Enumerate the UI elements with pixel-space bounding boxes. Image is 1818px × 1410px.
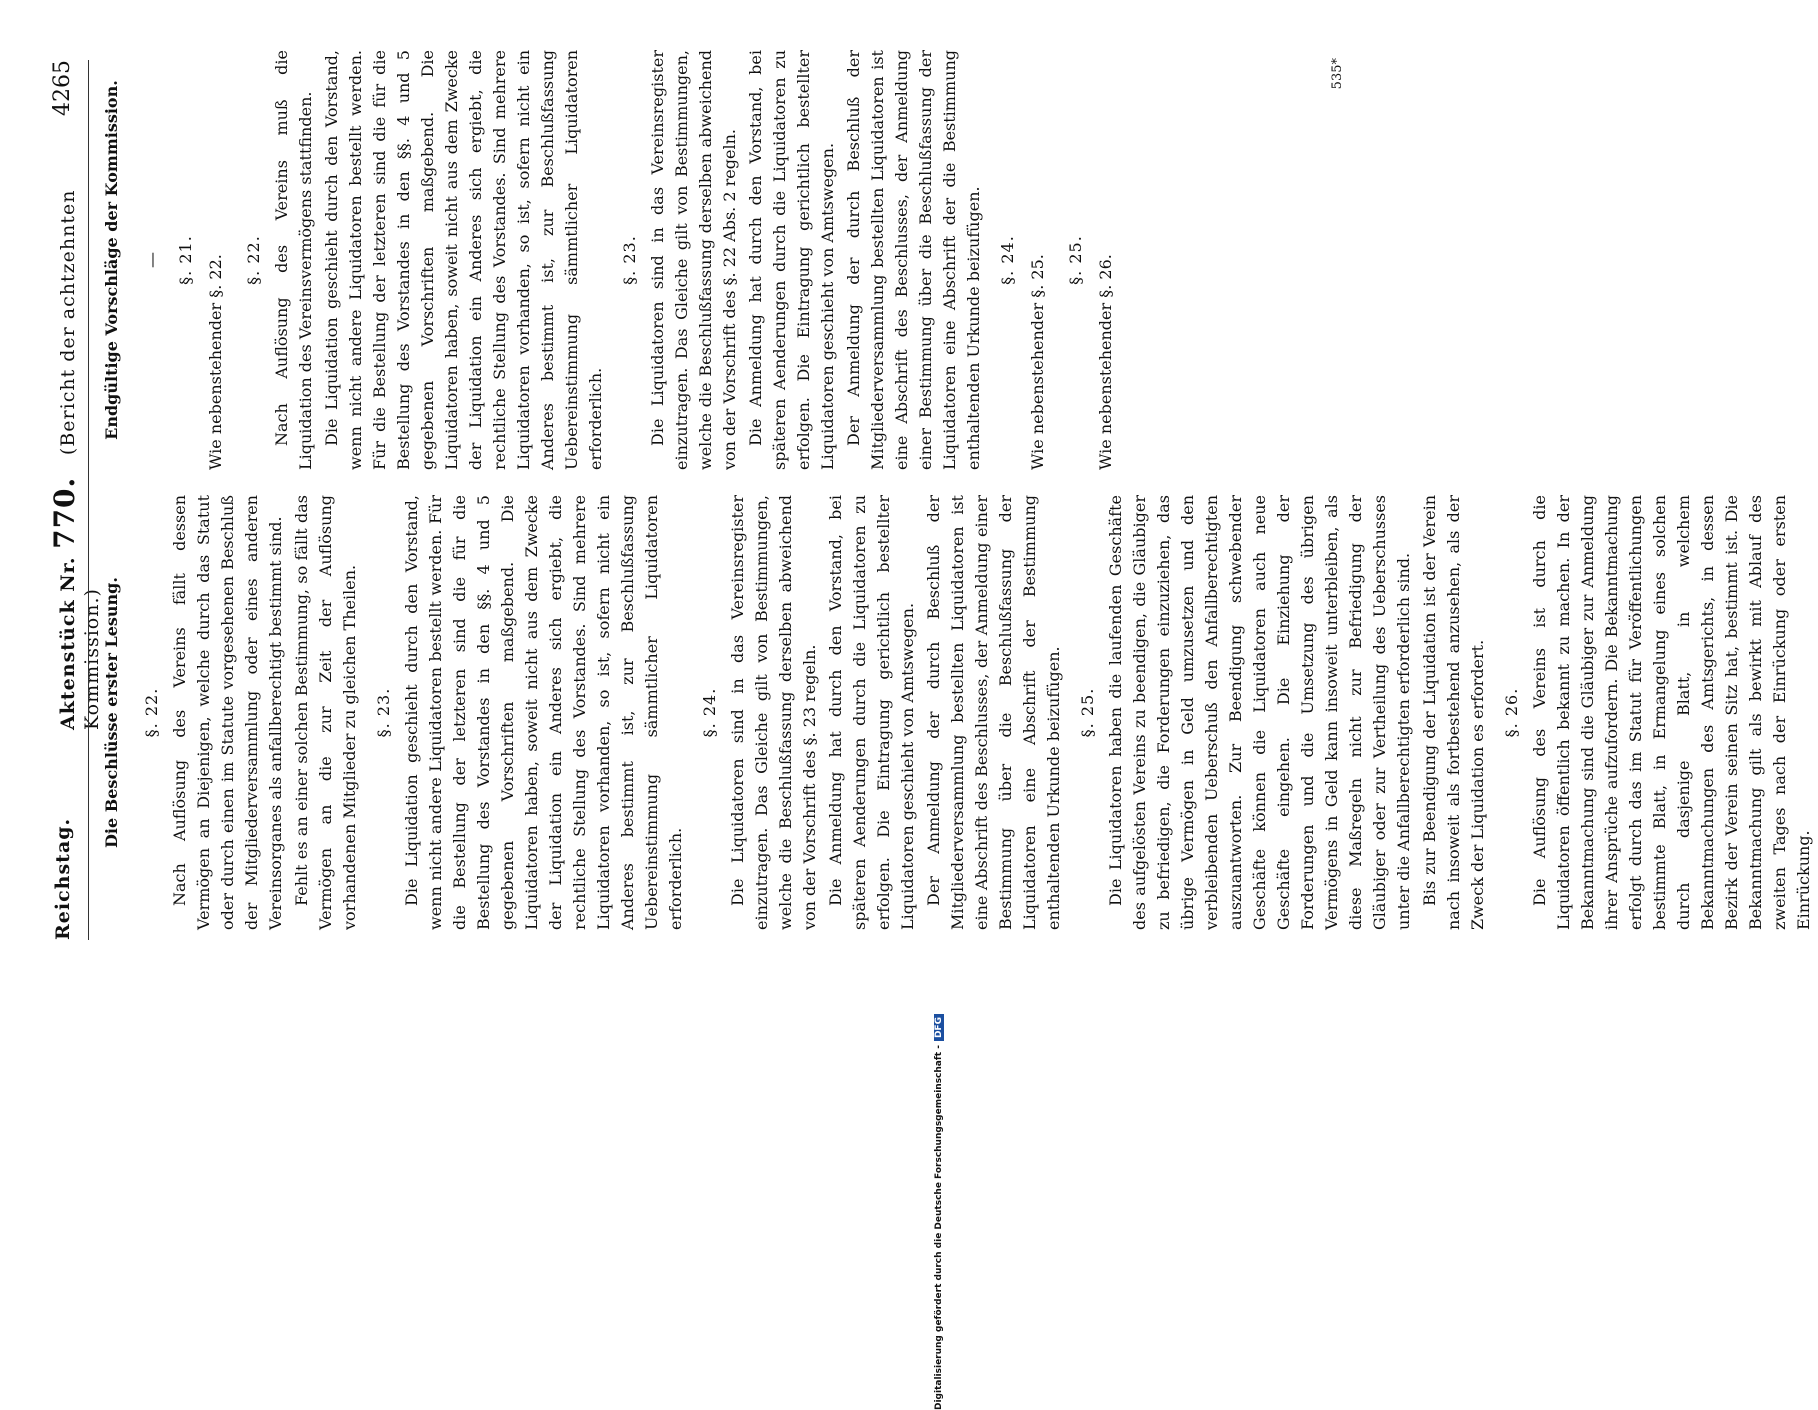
right-s23-heading: §. 23. — [620, 235, 639, 285]
header-center-number: 770. — [48, 476, 81, 549]
right-s23-p2: Die Anmeldung hat durch den Vorstand, bei späteren Aenderungen durch die Liquidatoren zu erfolgen. Die Eintragung gerichtlich bestellter Liquidatoren geschieht von Amtswegen. — [746, 50, 837, 470]
right-s21-heading: §. 21. — [176, 235, 195, 285]
left-s24-p1: Die Liquidatoren sind in das Vereinsregister einzutragen. Das Gleiche gilt von Bestimmungen, welche die Beschlußfassung derselben abweichend von der Vorschrift des §. 23 regeln. — [728, 495, 819, 930]
right-s23-p3: Der Anmeldung der durch Beschluß der Mitgliederversammlung bestellten Liquidatoren ist eine Abschrift des Beschlusses, der Anmeldung einer Bestimmung über die Beschlußfassung der Liquidatoren eine Abschrift der die Bestimmung enthaltenden Urkunde beizufügen. — [844, 50, 983, 470]
header-center — [48, 60, 103, 730]
left-s25-p1: Die Liquidatoren haben die laufenden Geschäfte des aufgelösten Vereins zu beendigen, die Gläubiger zu befriedigen, die Forderungen einzuziehen, das übrige Vermögen in Geld umzusetzen und den verbleibenden Ueberschuß den Anfallberechtigten auszuantworten. Zur Beendigung schwebender Geschäfte können die Liquidatoren auch neue Geschäfte eingehen. Die Einziehung der Forderungen und die Umsetzung des übrigen Vermögens in Geld kann insoweit unterbleiben, als diese Maßregeln nicht zur Befriedigung der Gläubiger oder zur Vertheilung des Ueberschusses unter die Anfallberechtigten erforderlich sind. — [1106, 495, 1413, 930]
left-s25-heading: §. 25. — [1078, 687, 1097, 738]
left-column-heading: Die Beschlüsse erster Lesung. — [102, 577, 121, 848]
left-s23-heading: §. 23. — [374, 687, 393, 738]
page-number: 4265 — [50, 60, 75, 116]
left-s22-p1: Nach Auflösung des Vereins fällt dessen Vermögen an Diejenigen, welche durch das Statut oder durch einen im Statute vorgesehenen Beschluß der Mitgliederversammlung oder eines anderen Vereinsorganes als anfallberechtigt bestimmt sind. — [170, 495, 285, 930]
header-center-paren: (Bericht der achtzehnten Kommission.) — [57, 189, 103, 730]
right-s22-p1: Nach Auflösung des Vereins muß die Liquidation des Vereinsvermögens stattfinden. — [272, 50, 315, 470]
left-s22-heading: §. 22. — [142, 687, 161, 738]
right-s24-heading: §. 24. — [998, 235, 1017, 285]
page-header — [40, 60, 103, 940]
header-left: Reichstag. — [52, 817, 74, 940]
left-s22-p2: Fehlt es an einer solchen Bestimmung, so fällt das Vermögen an die zur Zeit der Auflösung vorhandenen Mitglieder zu gleichen Theilen. — [292, 495, 359, 930]
left-s26-p1: Die Auflösung des Vereins ist durch die Liquidatoren öffentlich bekannt zu machen. In der Bekanntmachung sind die Gläubiger zur Anmeldung ihrer Ansprüche aufzufordern. Die Bekanntmachung erfolgt durch das im Statut für Veröffentlichungen bestimmte Blatt, in Ermangelung eines solchen durch dasjenige Blatt, in welchem Bekanntmachungen des Amtsgerichts, in dessen Bezirk der Verein seinen Sitz hat, bestimmt ist. Die Bekanntmachung gilt als bewirkt mit Ablauf des zweiten Tages nach der Einrückung oder ersten Einrückung. — [1530, 495, 1813, 930]
digitization-credit — [930, 850, 948, 1410]
right-column — [100, 50, 1132, 470]
right-s24-note: Wie nebenstehender §. 25. — [1028, 254, 1047, 470]
right-s25-heading: §. 25. — [1066, 235, 1085, 285]
right-dash: — — [142, 252, 161, 268]
dfg-logo: DFG — [934, 1014, 944, 1041]
header-rule — [88, 60, 89, 940]
footer-number: 535* — [1330, 58, 1345, 90]
left-column — [100, 495, 1818, 930]
left-s23-p1: Die Liquidation geschieht durch den Vorstand, wenn nicht andere Liquidatoren bestellt werden. Für die Bestellung der letzteren sind die für die Bestellung des Vorstandes in den §§. 4 und 5 gegebenen Vorschriften maßgebend. Die Liquidatoren haben, soweit nicht aus dem Zwecke der Liquidation ein Anderes sich ergiebt, die rechtliche Stellung des Vorstandes. Sind mehrere Liquidatoren vorhanden, so ist, sofern nicht ein Anderes bestimmt ist, zur Beschlußfassung Uebereinstimmung sämmtlicher Liquidatoren erforderlich. — [402, 495, 685, 930]
right-s22-p2: Die Liquidation geschieht durch den Vorstand, wenn nicht andere Liquidatoren bestellt werden. Für die Bestellung der letzteren sind die für die Bestellung des Vorstandes in den §§. 4 und 5 gegebenen Vorschriften maßgebend. Die Liquidatoren haben, soweit nicht aus dem Zwecke der Liquidation ein Anderes sich ergiebt, die rechtliche Stellung des Vorstandes. Sind mehrere Liquidatoren vorhanden, so ist, sofern nicht ein Anderes bestimmt ist, zur Beschlußfassung Uebereinstimmung sämmtlicher Liquidatoren erforderlich. — [322, 50, 605, 470]
right-column-heading: Endgültige Vorschläge der Kommission. — [102, 80, 121, 440]
digitization-credit-text: Digitalisierung gefördert durch die Deutsche Forschungsgemeinschaft - — [934, 1045, 944, 1410]
right-s22-heading: §. 22. — [244, 235, 263, 285]
left-s24-p2: Die Anmeldung hat durch den Vorstand, bei späteren Aenderungen durch die Liquidatoren zu erfolgen. Die Eintragung gerichtlich bestellter Liquidatoren geschieht von Amtswegen. — [826, 495, 917, 930]
right-s21-note: Wie nebenstehender §. 22. — [206, 254, 225, 470]
left-s24-heading: §. 24. — [700, 687, 719, 738]
left-s24-p3: Der Anmeldung der durch Beschluß der Mitgliederversammlung bestellten Liquidatoren ist eine Abschrift des Beschlusses, der Anmeldung einer Bestimmung über die Beschlußfassung der Liquidatoren eine Abschrift der Bestimmung enthaltenden Urkunde beizufügen. — [924, 495, 1063, 930]
right-s23-p1: Die Liquidatoren sind in das Vereinsregister einzutragen. Das Gleiche gilt von Bestimmungen, welche die Beschlußfassung derselben abweichend von der Vorschrift des §. 22 Abs. 2 regeln. — [648, 50, 739, 470]
right-s25-note: Wie nebenstehender §. 26. — [1096, 254, 1115, 470]
left-s26-heading: §. 26. — [1502, 687, 1521, 738]
header-center-prefix: Aktenstück Nr. — [57, 556, 79, 730]
left-s25-p2: Bis zur Beendigung der Liquidation ist der Verein nach insoweit als fortbestehend anzusehen, als der Zweck der Liquidation es erfordert. — [1420, 495, 1487, 930]
